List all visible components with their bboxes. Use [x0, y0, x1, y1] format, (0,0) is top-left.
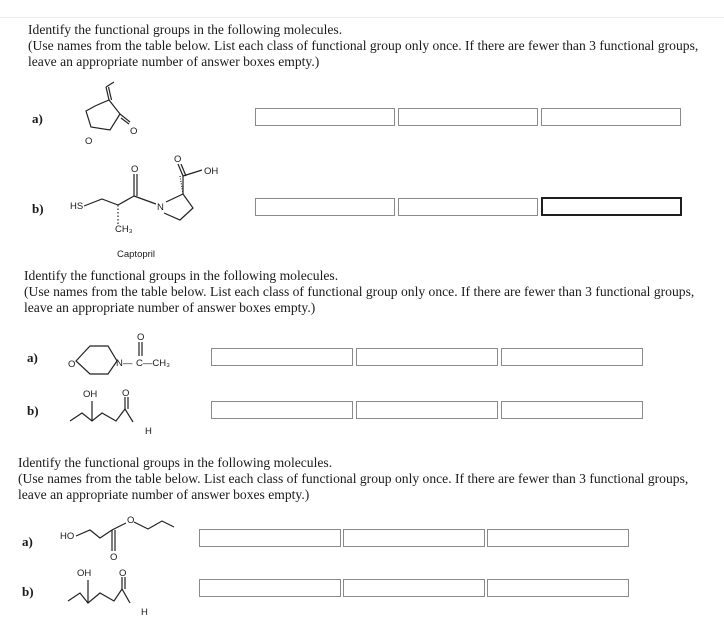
- answer-box-3b-1[interactable]: [199, 579, 341, 597]
- molecule-captopril: [70, 150, 240, 250]
- answer-box-3a-3[interactable]: [487, 529, 629, 547]
- instruction-heading: Identify the functional groups in the following molecules.: [24, 268, 339, 283]
- molecule-lactone: [66, 82, 166, 152]
- answer-box-3b-2[interactable]: [343, 579, 485, 597]
- atom-n-chain: N—: [116, 358, 133, 369]
- answer-box-2a-3[interactable]: [501, 348, 643, 366]
- question-label: b): [27, 403, 39, 418]
- instruction-detail: (Use names from the table below. List each class of functional group only once. If there are fewer than 3 functional groups,: [28, 38, 699, 53]
- instruction-detail-cont: leave an appropriate number of answer boxes empty.): [28, 54, 320, 69]
- question-label: b): [22, 584, 34, 599]
- question-label: a): [27, 350, 38, 365]
- atom-sh: HS: [70, 201, 84, 212]
- answer-box-1a-3[interactable]: [541, 108, 681, 126]
- atom-o-ring: O: [68, 359, 76, 370]
- top-divider: [0, 17, 724, 18]
- answer-box-1a-2[interactable]: [398, 108, 538, 126]
- answer-box-2b-1[interactable]: [211, 401, 353, 419]
- answer-box-1b-2[interactable]: [398, 198, 538, 216]
- instruction-heading: Identify the functional groups in the following molecules.: [18, 455, 333, 470]
- atom-h: H: [141, 607, 148, 618]
- molecule-hydroxy-ester: [60, 515, 190, 570]
- molecule-hydroxy-aldehyde: [66, 388, 166, 438]
- answer-box-2a-1[interactable]: [211, 348, 353, 366]
- molecule-acetylmorpholine: [60, 328, 200, 378]
- instruction-detail-cont: leave an appropriate number of answer boxes empty.): [24, 300, 316, 315]
- molecule-hydroxy-aldehyde: [64, 567, 164, 617]
- question-label: b): [32, 201, 44, 216]
- atom-h: H: [145, 426, 152, 437]
- answer-box-3b-3[interactable]: [487, 579, 629, 597]
- answer-box-3a-2[interactable]: [343, 529, 485, 547]
- instruction-detail: (Use names from the table below. List each class of functional group only once. If there are fewer than 3 functional groups,: [24, 284, 695, 299]
- answer-box-3a-1[interactable]: [199, 529, 341, 547]
- answer-box-1b-1[interactable]: [255, 198, 395, 216]
- atom-methyl: CH₃: [115, 224, 133, 235]
- atom-o-carbonyl: O: [130, 126, 138, 137]
- atom-oh: OH: [77, 568, 92, 579]
- answer-box-2b-3[interactable]: [501, 401, 643, 419]
- atom-o-aldehyde: O: [119, 568, 127, 579]
- atom-oh: OH: [204, 166, 219, 177]
- atom-oh: OH: [83, 389, 98, 400]
- answer-box-2b-2[interactable]: [356, 401, 498, 419]
- atom-o-ester-carbonyl: O: [110, 552, 118, 563]
- atom-n: N: [157, 202, 164, 213]
- instruction-detail-cont: leave an appropriate number of answer boxes empty.): [18, 487, 310, 502]
- answer-box-2a-2[interactable]: [356, 348, 498, 366]
- atom-o-aldehyde: O: [122, 388, 130, 399]
- instruction-detail: (Use names from the table below. List each class of functional group only once. If there are fewer than 3 functional groups,: [18, 471, 689, 486]
- question-label: a): [32, 111, 43, 126]
- question-label: a): [22, 534, 33, 549]
- atom-o-amide: O: [131, 164, 139, 175]
- answer-box-1a-1[interactable]: [255, 108, 395, 126]
- atom-ho: HO: [60, 531, 75, 542]
- molecule-caption: Captopril: [117, 249, 156, 260]
- instruction-heading: Identify the functional groups in the following molecules.: [28, 22, 343, 37]
- atom-o-acid: O: [174, 154, 182, 165]
- atom-o-ester: O: [127, 515, 135, 526]
- atom-o-acetyl: O: [137, 332, 145, 343]
- atom-o-ring: O: [85, 136, 93, 147]
- answer-box-1b-3[interactable]: [541, 197, 682, 216]
- atom-acetyl-chain: C—CH₃: [136, 358, 170, 369]
